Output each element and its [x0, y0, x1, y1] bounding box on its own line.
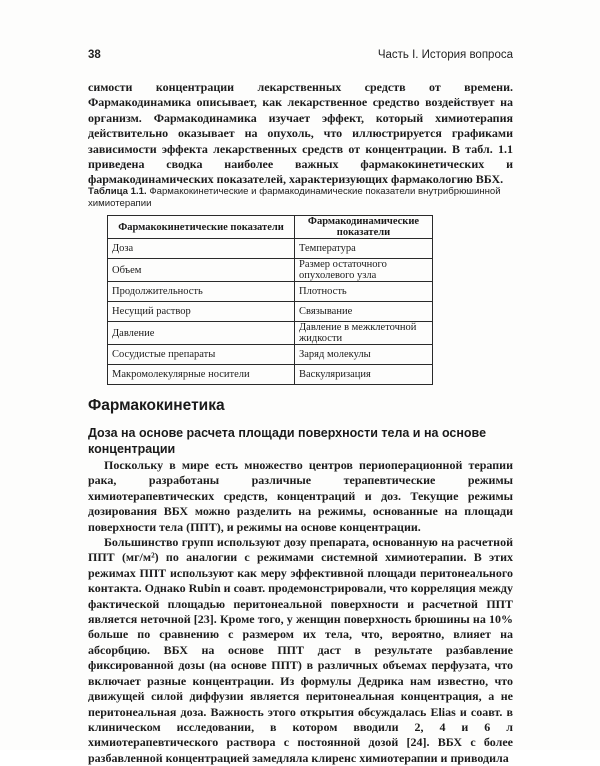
paragraph: Поскольку в мире есть множество центров периоперационной терапии рака, разработаны различные терапевтические режимы химиотерапевтических средств, концентраций и доз. Текущие режимы дозирования ВБХ можно разделить на режимы, основанные на площади поверхности тела (ППТ), и режимы на основе концентрации. [88, 458, 513, 534]
table-caption-text: Фармакокинетические и фармакодинамические показатели внутрибрюшинной химиотерапии [88, 186, 501, 209]
table-cell: Размер остаточного опухолевого узла [295, 259, 433, 282]
table-cell: Температура [295, 239, 433, 259]
page-number: 38 [88, 49, 101, 61]
table-cell: Плотность [295, 282, 433, 302]
table-row [108, 345, 433, 365]
table-row [108, 259, 433, 282]
table-header-row [108, 216, 433, 239]
table-caption-label: Таблица 1.1. [88, 186, 147, 197]
table-row [108, 322, 433, 345]
intro-paragraph: симости концентрации лекарственных средств от времени. Фармакодинамика описывает, как лекарственное средство воздействует на организм. Фармакодинамика изучает эффект, который химиотерапия действительно оказывает на опухоль, что иллюстрируется графиками зависимости эффекта лекарственных средств от концентрации. В табл. 1.1 приведена сводка наиболее важных фармакокинетических и фармакодинамических показателей, характеризующих фармакологию ВБХ. [88, 80, 513, 187]
table-cell: Макромолекулярные носители [108, 365, 295, 385]
table-row [108, 365, 433, 385]
body-text [88, 458, 513, 766]
table-cell: Заряд молекулы [295, 345, 433, 365]
table-cell: Доза [108, 239, 295, 259]
column-header-pharmacodynamic: Фармакодинамические показатели [295, 216, 433, 239]
table-cell: Давление [108, 322, 295, 345]
section-heading: Фармакокинетика [88, 397, 225, 414]
table-cell: Связывание [295, 302, 433, 322]
column-header-pharmacokinetic: Фармакокинетические показатели [108, 216, 295, 239]
table-row [108, 302, 433, 322]
pharmacology-table [107, 215, 433, 385]
table-row [108, 239, 433, 259]
table-cell: Продолжительность [108, 282, 295, 302]
subsection-heading: Доза на основе расчета площади поверхности тела и на основе концентрации [88, 426, 487, 456]
table-cell: Васкуляризация [295, 365, 433, 385]
table-cell: Объем [108, 259, 295, 282]
table-cell: Несущий раствор [108, 302, 295, 322]
running-title: Часть I. История вопроса [377, 49, 513, 61]
table-cell: Сосудистые препараты [108, 345, 295, 365]
table-row [108, 282, 433, 302]
table-caption [88, 186, 513, 210]
paragraph: Большинство групп используют дозу препарата, основанную на расчетной ППТ (мг/м²) по аналогии с режимами системной химиотерапии. В этих режимах ППТ используют как меру эффективной площади перитонеального контакта. Однако Rubin и соавт. продемонстрировали, что корреляция между фактической площадью перитонеальной поверхности и расчетной ППТ является неточной [23]. Кроме того, у женщин поверхность брюшины на 10% больше по сравнению с размером их тела, что, вероятно, влияет на абсорбцию. ВБХ на основе ППТ даст в результате разбавление фиксированной дозы (на основе ППТ) в различных объемах перфузата, что включает разные концентрации. Из формулы Дедрика нам известно, что движущей силой диффузии является перитонеальная концентрация, а не перитонеальная доза. Важность этого открытия обсуждалась Elias и соавт. в клиническом исследовании, в котором вводили 2, 4 и 6 л химиотерапевтического раствора с постоянной дозой [24]. ВБХ с более разбавленной концентрацией замедляла клиренс химиотерапии и приводила [88, 535, 513, 765]
page-header [88, 49, 513, 65]
table-cell: Давление в межклеточной жидкости [295, 322, 433, 345]
